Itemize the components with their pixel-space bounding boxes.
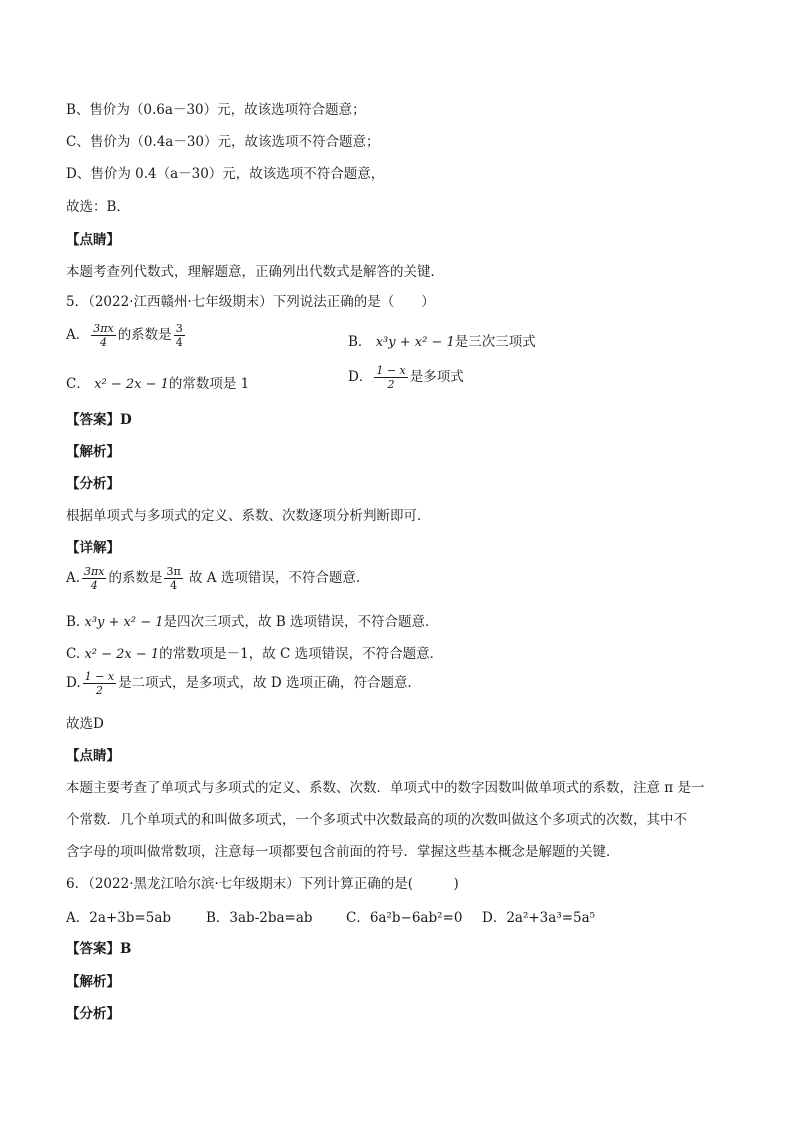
q5-detail-b-expr: x³y + x² − 1 xyxy=(84,615,164,630)
q5-analysis-text: 根据单项式与多项式的定义、系数、次数逐项分析判断即可． xyxy=(66,508,431,524)
q5-option-a-denominator: 4 xyxy=(99,336,107,349)
q5-option-d-prefix: D． xyxy=(348,369,373,385)
q5-detail-a-fraction2 xyxy=(164,565,182,592)
q5-detail-d-numerator: 1 − x xyxy=(84,670,115,683)
q5-detail-d-denominator: 2 xyxy=(95,684,103,697)
q5-stem: 5．（2022·江西赣州·七年级期末）下列说法正确的是（ ） xyxy=(66,294,435,310)
q5-detail-a-fraction xyxy=(82,565,106,592)
q6-option-c: C．6a²b−6ab²=0 xyxy=(346,910,463,926)
q5-option-a-numerator2: 3 xyxy=(175,322,183,335)
q5-detail-b xyxy=(66,610,439,630)
q5-option-b xyxy=(348,330,536,350)
q5-detail-c xyxy=(66,642,443,662)
q5-option-c-prefix: C． xyxy=(66,376,90,392)
q5-option-b-text: 是三次三项式 xyxy=(454,334,536,350)
q5-detail-a-mid: 的系数是 xyxy=(108,570,163,586)
q5-comment-line3: 含字母的项叫做常数项，注意每一项都要包含前面的符号．掌握这些基本概念是解题的关键． xyxy=(66,844,620,860)
q6-stem: 6．（2022·黑龙江哈尔滨·七年级期末）下列计算正确的是( ) xyxy=(66,876,459,892)
q5-option-a xyxy=(66,322,187,349)
q5-detail-c-expr: x² − 2x − 1 xyxy=(84,647,160,662)
q5-detail-a-text: 故 A 选项错误，不符合题意． xyxy=(184,570,370,586)
prev-option-d: D、售价为 0.4（a－30）元，故该选项不符合题意， xyxy=(66,166,385,182)
q5-detail-d-prefix: D. xyxy=(66,675,81,691)
q5-option-a-numerator: 3πx xyxy=(93,322,114,335)
q5-analysis-sub: 【分析】 xyxy=(66,476,120,492)
q5-detail-a-numerator2: 3π xyxy=(166,565,181,578)
q6-analysis-heading: 【解析】 xyxy=(66,974,120,990)
q6-answer: 【答案】B xyxy=(66,941,132,957)
q5-option-a-mid: 的系数是 xyxy=(117,327,172,343)
q6-option-d: D．2a²+3a³=5a⁵ xyxy=(482,910,596,926)
q5-answer-text: 【答案】D xyxy=(66,412,132,428)
q6-option-a: A．2a+3b=5ab xyxy=(66,910,172,926)
q5-comment-line1: 本题主要考查了单项式与多项式的定义、系数、次数．单项式中的数字因数叫做单项式的系数，注意 π 是一 xyxy=(66,780,705,796)
q5-option-b-prefix: B． xyxy=(348,334,372,350)
q5-analysis-heading: 【解析】 xyxy=(66,444,120,460)
q5-detail-c-prefix: C. xyxy=(66,646,81,662)
q5-option-c-text: 的常数项是 1 xyxy=(168,376,250,392)
q5-detail-b-text: 是四次三项式，故 B 选项错误，不符合题意． xyxy=(163,614,439,630)
q5-option-d-text: 是多项式 xyxy=(409,369,464,385)
q5-option-c-expr: x² − 2x − 1 xyxy=(94,377,169,392)
q6-option-b: B．3ab-2ba=ab xyxy=(206,910,313,926)
q5-detail-a xyxy=(66,565,369,592)
q5-detail-a-prefix: A. xyxy=(66,570,81,586)
q5-option-c xyxy=(66,372,249,392)
q6-options-row xyxy=(66,906,595,926)
q5-detail-b-prefix: B. xyxy=(66,614,81,630)
q5-option-d-denominator: 2 xyxy=(387,378,395,391)
q5-detail-a-numerator: 3πx xyxy=(84,565,105,578)
q5-detail-d-text: 是二项式，是多项式，故 D 选项正确，符合题意． xyxy=(118,675,421,691)
q5-comment-heading: 【点睛】 xyxy=(66,748,120,764)
q5-answer xyxy=(66,410,132,430)
q5-option-b-expr: x³y + x² − 1 xyxy=(375,335,455,350)
q5-option-a-prefix: A． xyxy=(66,327,90,343)
prev-option-c: C、售价为（0.4a－30）元，故该选项不符合题意； xyxy=(66,134,380,150)
q5-option-a-fraction xyxy=(91,322,115,349)
prev-comment-text: 本题考查列代数式，理解题意，正确列出代数式是解答的关键． xyxy=(66,264,444,280)
q5-detail-a-denominator2: 4 xyxy=(170,579,178,592)
q5-comment-line2: 个常数．几个单项式的和叫做多项式，一个多项式中次数最高的项的次数叫做这个多项式的次数，其中不 xyxy=(66,812,687,828)
q5-option-a-fraction2 xyxy=(174,322,185,349)
q5-detail-d xyxy=(66,670,421,697)
q5-detail-c-text: 的常数项是－1，故 C 选项错误，不符合题意． xyxy=(159,646,444,662)
prev-comment-heading: 【点睛】 xyxy=(66,232,120,248)
q5-option-a-denominator2: 4 xyxy=(175,336,183,349)
q5-option-d-numerator: 1 − x xyxy=(376,364,406,377)
prev-option-b: B、售价为（0.6a－30）元，故该选项符合题意； xyxy=(66,102,366,118)
q5-conclusion: 故选D xyxy=(66,716,104,732)
q5-option-d-fraction xyxy=(374,364,407,391)
q5-detail-d-fraction xyxy=(83,670,116,697)
q5-option-d xyxy=(348,364,464,391)
q5-detail-a-denominator: 4 xyxy=(90,579,98,592)
prev-conclusion: 故选：B． xyxy=(66,199,130,215)
q6-analysis-sub: 【分析】 xyxy=(66,1006,120,1022)
q5-detail-heading: 【详解】 xyxy=(66,540,120,556)
